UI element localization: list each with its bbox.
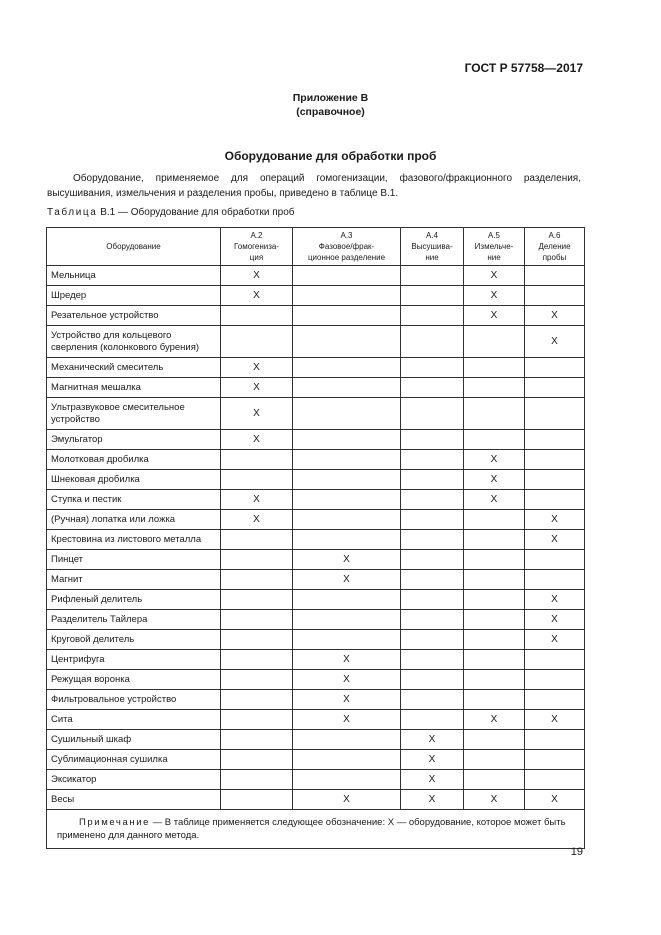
column-header-ref: А.3 [340,231,353,240]
table-note-label: Примечание [79,817,150,828]
method-mark [464,430,525,450]
column-header-label: Гомогениза- ция [233,242,280,262]
method-mark: X [293,790,401,810]
method-mark [525,730,585,750]
method-mark [221,590,293,610]
equipment-name: Сита [47,710,221,730]
method-mark [401,490,464,510]
method-mark [525,650,585,670]
document-id: ГОСТ Р 57758—2017 [464,61,583,75]
table-row [47,710,585,730]
equipment-name: Мельница [47,266,221,286]
method-mark [221,770,293,790]
method-mark [293,266,401,286]
method-mark [525,690,585,710]
table-row [47,470,585,490]
table-caption-label: Таблица [47,207,98,218]
equipment-name: (Ручная) лопатка или ложка [47,510,221,530]
method-mark: X [221,358,293,378]
method-mark: X [525,530,585,550]
method-mark [401,358,464,378]
method-mark: X [464,710,525,730]
method-mark: X [293,550,401,570]
method-mark [464,358,525,378]
method-mark: X [464,286,525,306]
method-mark [401,470,464,490]
column-header-ref: А.4 [425,231,438,240]
method-mark: X [293,570,401,590]
method-mark [221,730,293,750]
method-mark: X [525,710,585,730]
table-row [47,750,585,770]
table-row [47,430,585,450]
method-mark [525,490,585,510]
method-mark [401,690,464,710]
table-row [47,358,585,378]
table-row [47,450,585,470]
method-mark [221,790,293,810]
method-mark [293,470,401,490]
method-mark [293,430,401,450]
method-mark: X [525,790,585,810]
method-mark [293,306,401,326]
method-mark [293,450,401,470]
method-mark [525,378,585,398]
method-mark: X [525,630,585,650]
equipment-name: Резательное устройство [47,306,221,326]
equipment-name: Магнит [47,570,221,590]
column-header-3 [401,228,464,266]
method-mark [464,550,525,570]
equipment-name: Механический смеситель [47,358,221,378]
method-mark [525,430,585,450]
method-mark [293,378,401,398]
equipment-name: Весы [47,790,221,810]
method-mark [464,650,525,670]
method-mark [464,530,525,550]
page-heading: Оборудование для обработки проб [224,149,437,163]
equipment-name: Круговой делитель [47,630,221,650]
annex-title: Приложение В [292,92,369,104]
method-mark [525,750,585,770]
method-mark: X [525,590,585,610]
column-header-2 [293,228,401,266]
method-mark [221,710,293,730]
equipment-name: Молотковая дробилка [47,450,221,470]
table-body [47,266,585,849]
table-row [47,306,585,326]
table-row [47,510,585,530]
method-mark: X [525,610,585,630]
table-row [47,690,585,710]
equipment-name: Сушильный шкаф [47,730,221,750]
method-mark [293,286,401,306]
method-mark [221,326,293,358]
method-mark [293,358,401,378]
method-mark [293,530,401,550]
table-row [47,286,585,306]
table-row [47,670,585,690]
method-mark [401,710,464,730]
method-mark: X [525,326,585,358]
table-row [47,266,585,286]
method-mark: X [464,450,525,470]
method-mark [401,286,464,306]
method-mark: X [401,770,464,790]
table-note-text: — В таблице применяется следующее обозначение: X — оборудование, которое может быть применено для данного метода. [57,817,566,841]
method-mark [464,378,525,398]
method-mark [221,470,293,490]
equipment-name: Эмульгатор [47,430,221,450]
table-row [47,378,585,398]
equipment-name: Ультразвуковое смесительное устройство [47,398,221,430]
method-mark [464,690,525,710]
method-mark [525,470,585,490]
method-mark [525,570,585,590]
equipment-name: Крестовина из листового металла [47,530,221,550]
method-mark [401,550,464,570]
method-mark [293,590,401,610]
method-mark: X [401,730,464,750]
column-header-ref: А.6 [548,231,561,240]
method-mark [221,550,293,570]
method-mark [221,306,293,326]
table-note-row [47,810,585,849]
method-mark: X [401,790,464,810]
method-mark [293,326,401,358]
table-row [47,550,585,570]
table-row [47,730,585,750]
method-mark [464,750,525,770]
method-mark: X [464,306,525,326]
method-mark: X [464,266,525,286]
column-header-ref: А.5 [487,231,500,240]
method-mark [525,450,585,470]
method-mark [221,650,293,670]
method-mark [464,326,525,358]
method-mark [293,610,401,630]
table-row [47,326,585,358]
equipment-name: Рифленый делитель [47,590,221,610]
equipment-name: Ступка и пестик [47,490,221,510]
column-header-equipment [47,228,221,266]
method-mark [401,670,464,690]
method-mark [293,630,401,650]
method-mark: X [293,690,401,710]
method-mark: X [464,790,525,810]
method-mark [401,326,464,358]
method-mark [401,510,464,530]
column-header-label: Измельче- ние [474,242,514,262]
method-mark [464,770,525,790]
method-mark [221,690,293,710]
method-mark: X [293,710,401,730]
method-mark [525,670,585,690]
column-header-label: Оборудование [106,242,161,251]
method-mark: X [221,378,293,398]
method-mark [525,266,585,286]
method-mark [221,570,293,590]
equipment-name: Режущая воронка [47,670,221,690]
method-mark [464,610,525,630]
method-mark [401,630,464,650]
method-mark [221,630,293,650]
method-mark: X [221,430,293,450]
method-mark [401,610,464,630]
method-mark [293,398,401,430]
method-mark: X [221,398,293,430]
method-mark [464,570,525,590]
equipment-name: Шнековая дробилка [47,470,221,490]
method-mark: X [221,286,293,306]
annex-status: (справочное) [296,106,365,118]
method-mark [293,730,401,750]
equipment-name: Эксикатор [47,770,221,790]
method-mark [221,670,293,690]
table-row [47,530,585,550]
method-mark [293,490,401,510]
method-mark [221,450,293,470]
intro-paragraph: Оборудование, применяемое для операций гомогенизации, фазового/фракционного разделения, высушивания, измельчения и разделения пробы, приведено в таблице В.1. [47,173,581,199]
equipment-name: Центрифуга [47,650,221,670]
method-mark: X [221,510,293,530]
table-row [47,398,585,430]
method-mark [221,750,293,770]
equipment-name: Шредер [47,286,221,306]
annex-block [0,91,661,119]
method-mark [401,378,464,398]
equipment-name: Устройство для кольцевого сверления (колонкового бурения) [47,326,221,358]
method-mark [525,550,585,570]
method-mark [401,650,464,670]
method-mark [464,670,525,690]
table-note [47,810,585,849]
table-row [47,650,585,670]
method-mark [525,358,585,378]
table-row [47,770,585,790]
equipment-name: Разделитель Тайлера [47,610,221,630]
method-mark [401,590,464,610]
method-mark [401,570,464,590]
equipment-name: Магнитная мешалка [47,378,221,398]
method-mark [464,590,525,610]
method-mark: X [221,490,293,510]
method-mark [221,610,293,630]
column-header-label: Деление пробы [538,242,571,262]
column-header-5 [525,228,585,266]
table-caption [47,207,295,218]
method-mark [293,770,401,790]
method-mark [525,770,585,790]
table-row [47,570,585,590]
method-mark [293,750,401,770]
method-mark [401,266,464,286]
method-mark [401,306,464,326]
method-mark: X [293,650,401,670]
column-header-label: Высушива- ние [411,242,453,262]
method-mark [464,398,525,430]
method-mark [525,398,585,430]
column-header-label: Фазовое/фрак- ционное разделение [307,242,386,262]
column-header-ref: А.2 [250,231,263,240]
column-header-1 [221,228,293,266]
table-row [47,790,585,810]
method-mark [464,630,525,650]
method-mark: X [293,670,401,690]
method-mark [401,398,464,430]
page-number: 19 [570,846,583,858]
method-mark: X [221,266,293,286]
equipment-name: Пинцет [47,550,221,570]
equipment-name: Фильтровальное устройство [47,690,221,710]
method-mark: X [401,750,464,770]
method-mark [464,730,525,750]
table-row [47,490,585,510]
table-row [47,590,585,610]
method-mark: X [464,490,525,510]
table-header-row [47,228,585,266]
table-caption-text: В.1 — Оборудование для обработки проб [97,207,295,218]
method-mark [401,530,464,550]
method-mark [464,510,525,530]
method-mark: X [525,306,585,326]
method-mark: X [464,470,525,490]
method-mark [221,530,293,550]
equipment-name: Сублимационная сушилка [47,750,221,770]
method-mark [401,430,464,450]
equipment-table [46,227,585,849]
table-row [47,630,585,650]
method-mark [293,510,401,530]
method-mark [525,286,585,306]
method-mark: X [525,510,585,530]
method-mark [401,450,464,470]
column-header-4 [464,228,525,266]
table-row [47,610,585,630]
